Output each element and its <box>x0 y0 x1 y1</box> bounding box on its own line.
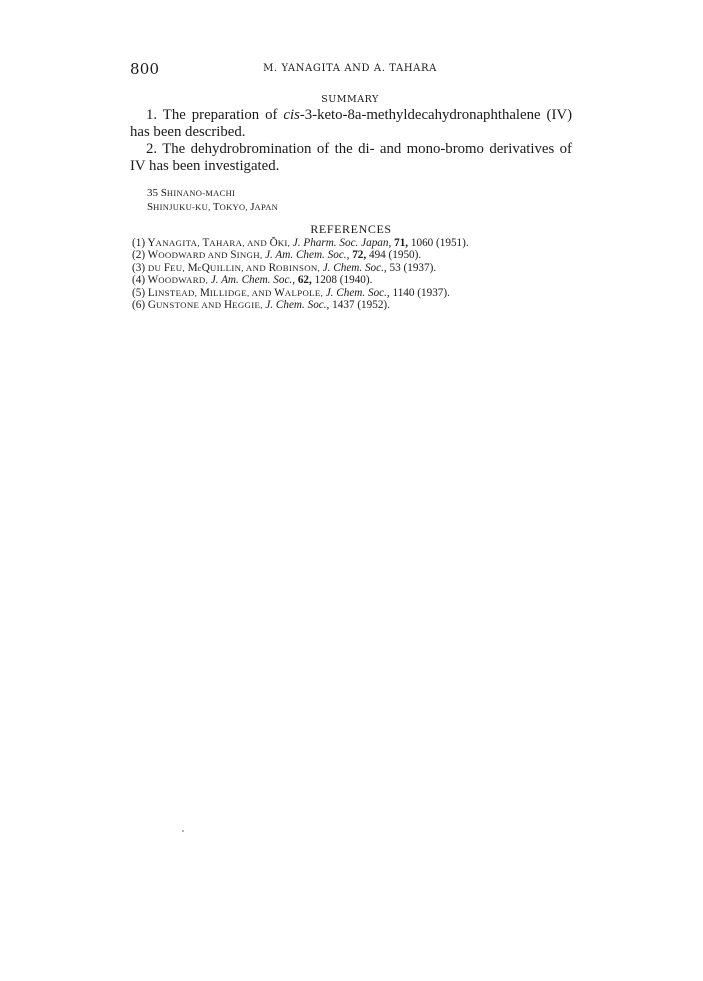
references-heading: REFERENCES <box>310 222 392 236</box>
summary-item-1: 1. The preparation of cis-3-keto-8a-methyldecahydronaphthalene (IV) has been described. <box>130 107 573 140</box>
running-head: M. YANAGITA AND A. TAHARA <box>263 63 437 74</box>
reference-item: (5) LINSTEAD, MILLIDGE, AND WALPOLE, J. Chem. Soc., 1140 (1937). <box>132 286 450 299</box>
author-address <box>147 186 278 214</box>
page-number: 800 <box>130 60 160 78</box>
reference-item: (6) GUNSTONE AND HEGGIE, J. Chem. Soc., 1437 (1952). <box>132 299 390 312</box>
reference-item: (1) YANAGITA, TAHARA, AND ŌKI, J. Pharm. Soc. Japan, 71, 1060 (1951). <box>132 237 469 249</box>
address-line-2: SHINJUKU-KU, TOKYO, JAPAN <box>147 201 279 213</box>
italic-cis: cis <box>283 107 300 123</box>
reference-item: (3) DU FEU, McQUILLIN, AND ROBINSON, J. Chem. Soc., 53 (1937). <box>132 261 437 274</box>
summary-item-2: 2. The dehydrobromination of the di- and mono-bromo derivatives of IV has been investigated. <box>130 141 572 174</box>
reference-item: (2) WOODWARD AND SINGH, J. Am. Chem. Soc., 72, 494 (1950). <box>132 249 422 262</box>
scan-speck <box>182 830 184 832</box>
page-header <box>130 60 570 78</box>
summary-body <box>130 107 572 175</box>
address-line-1: 35 SHINANO-MACHI <box>147 187 236 199</box>
summary-heading: SUMMARY <box>321 94 379 105</box>
reference-item: (4) WOODWARD, J. Am. Chem. Soc., 62, 1208 (1940). <box>132 274 373 287</box>
reference-list <box>132 237 572 311</box>
